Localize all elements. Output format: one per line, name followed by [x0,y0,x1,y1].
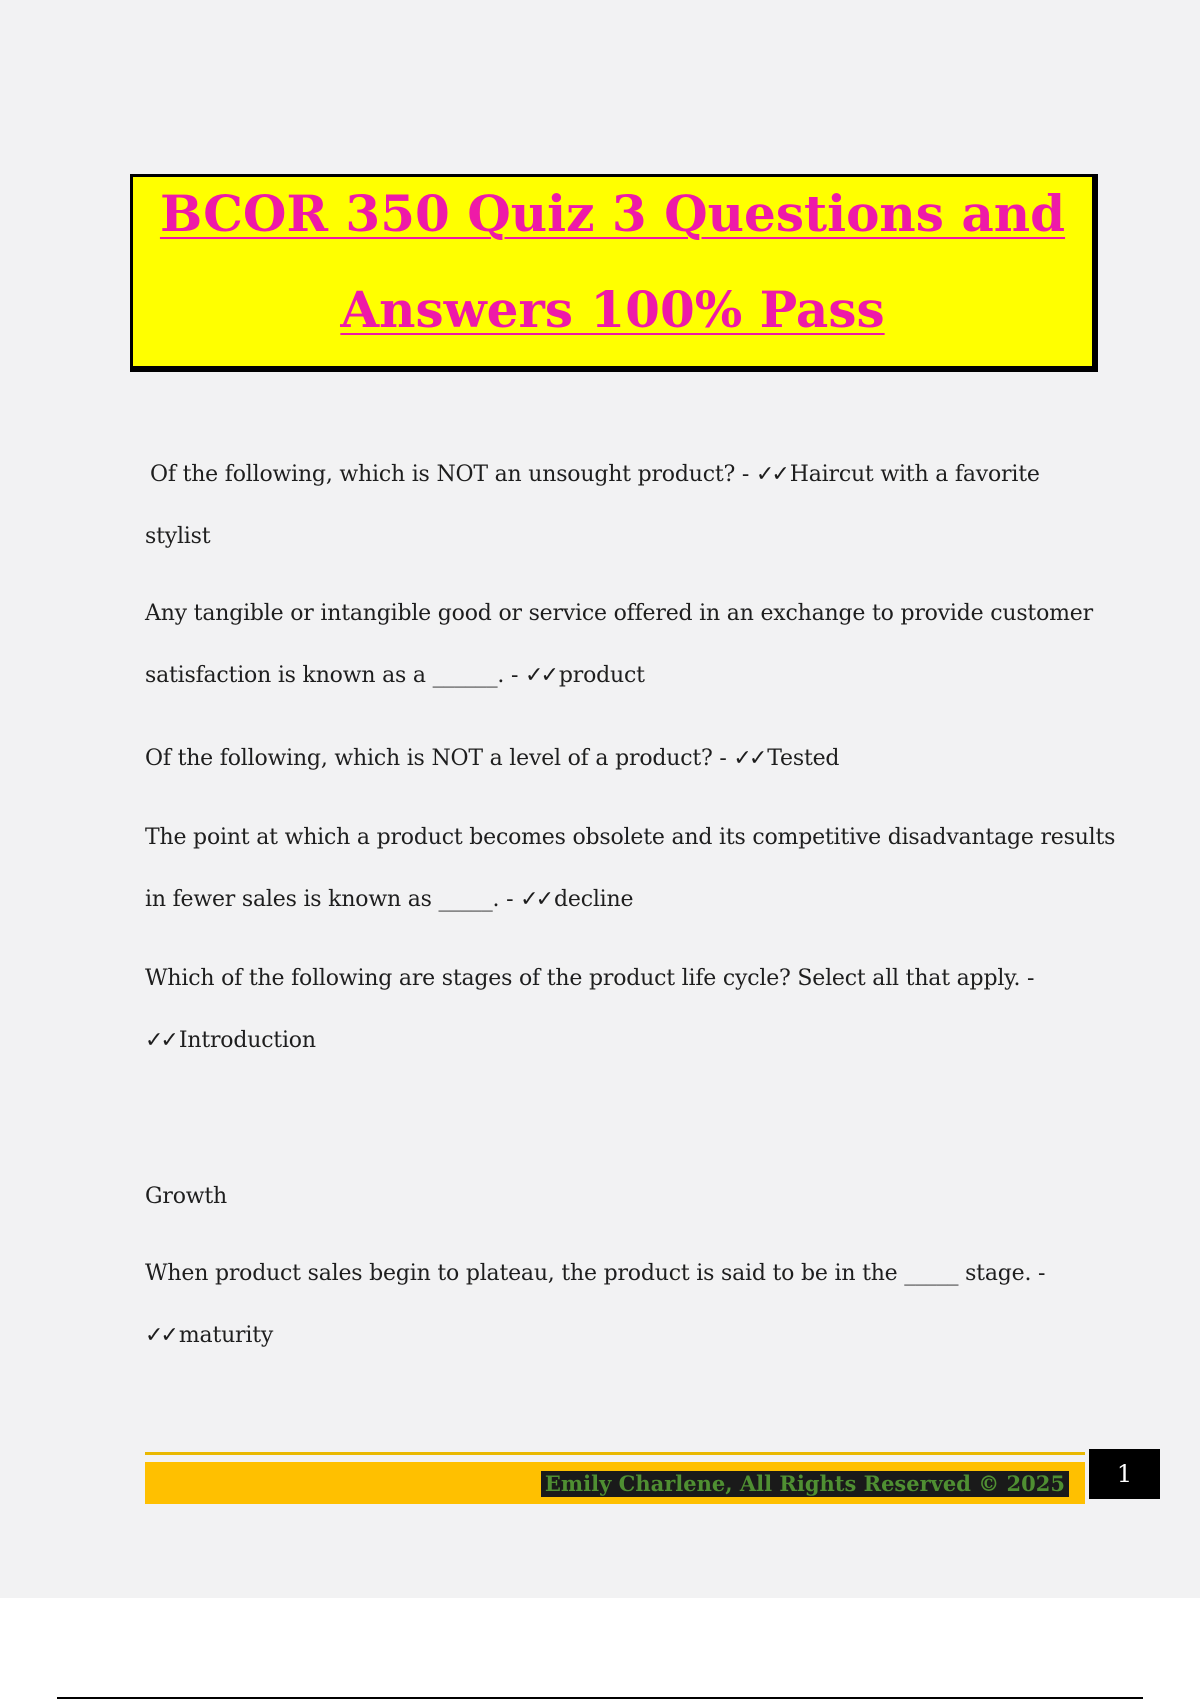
qa-line: Any tangible or intangible good or service offered in an exchange to provide customer [145,601,1093,626]
answer-text: Haircut with a favorite [789,462,1040,487]
answer-text: Tested [767,746,840,771]
title-line-2: Answers 100% Pass [340,280,885,339]
answer-text: Introduction [178,1028,316,1053]
answer-text: maturity [178,1323,274,1348]
footer-bar [145,1462,1085,1504]
qa-line: When product sales begin to plateau, the product is said to be in the _____ stage. - [145,1261,1046,1286]
qa-line: stylist [145,524,211,549]
qa-line: Of the following, which is NOT a level of a product? - ✓✓ Tested [145,746,840,771]
qa-item-3 [145,728,1095,790]
qa-item-1 [145,444,1100,568]
check-icon: ✓✓ [520,887,552,912]
qa-line: satisfaction is known as a ______. - ✓✓ product [145,663,645,688]
qa-line: The point at which a product becomes obsolete and its competitive disadvantage results [145,825,1116,850]
page-number: 1 [1089,1449,1160,1499]
bottom-divider [57,1697,1143,1699]
qa-line: Which of the following are stages of the product life cycle? Select all that apply. - [145,966,1035,991]
qa-item-4 [145,807,1116,931]
answer-text: product [558,663,645,688]
answer-text: decline [554,887,634,912]
footer-rule [145,1452,1085,1455]
check-icon: ✓✓ [733,746,765,771]
qa-item-2 [145,583,1095,707]
answer-text: Growth [145,1184,227,1209]
qa-line [145,1305,1095,1367]
check-icon: ✓✓ [145,1028,176,1053]
qa-line [145,1010,1095,1072]
qa-line: in fewer sales is known as _____. - ✓✓ decline [145,887,634,912]
title-line-1: BCOR 350 Quiz 3 Questions and [159,184,1066,243]
check-icon: ✓✓ [145,1323,176,1348]
qa-line: Of the following, which is NOT an unsought product? - ✓✓ Haircut with a favorite [150,462,1040,487]
check-icon: ✓✓ [525,663,556,688]
check-icon: ✓✓ [755,462,787,487]
title-box [130,174,1098,372]
qa-item-5-extra [145,1166,1095,1228]
copyright-text: Emily Charlene, All Rights Reserved © 2025 [541,1471,1069,1497]
qa-item-5 [145,948,1095,1072]
qa-item-6 [145,1243,1095,1367]
